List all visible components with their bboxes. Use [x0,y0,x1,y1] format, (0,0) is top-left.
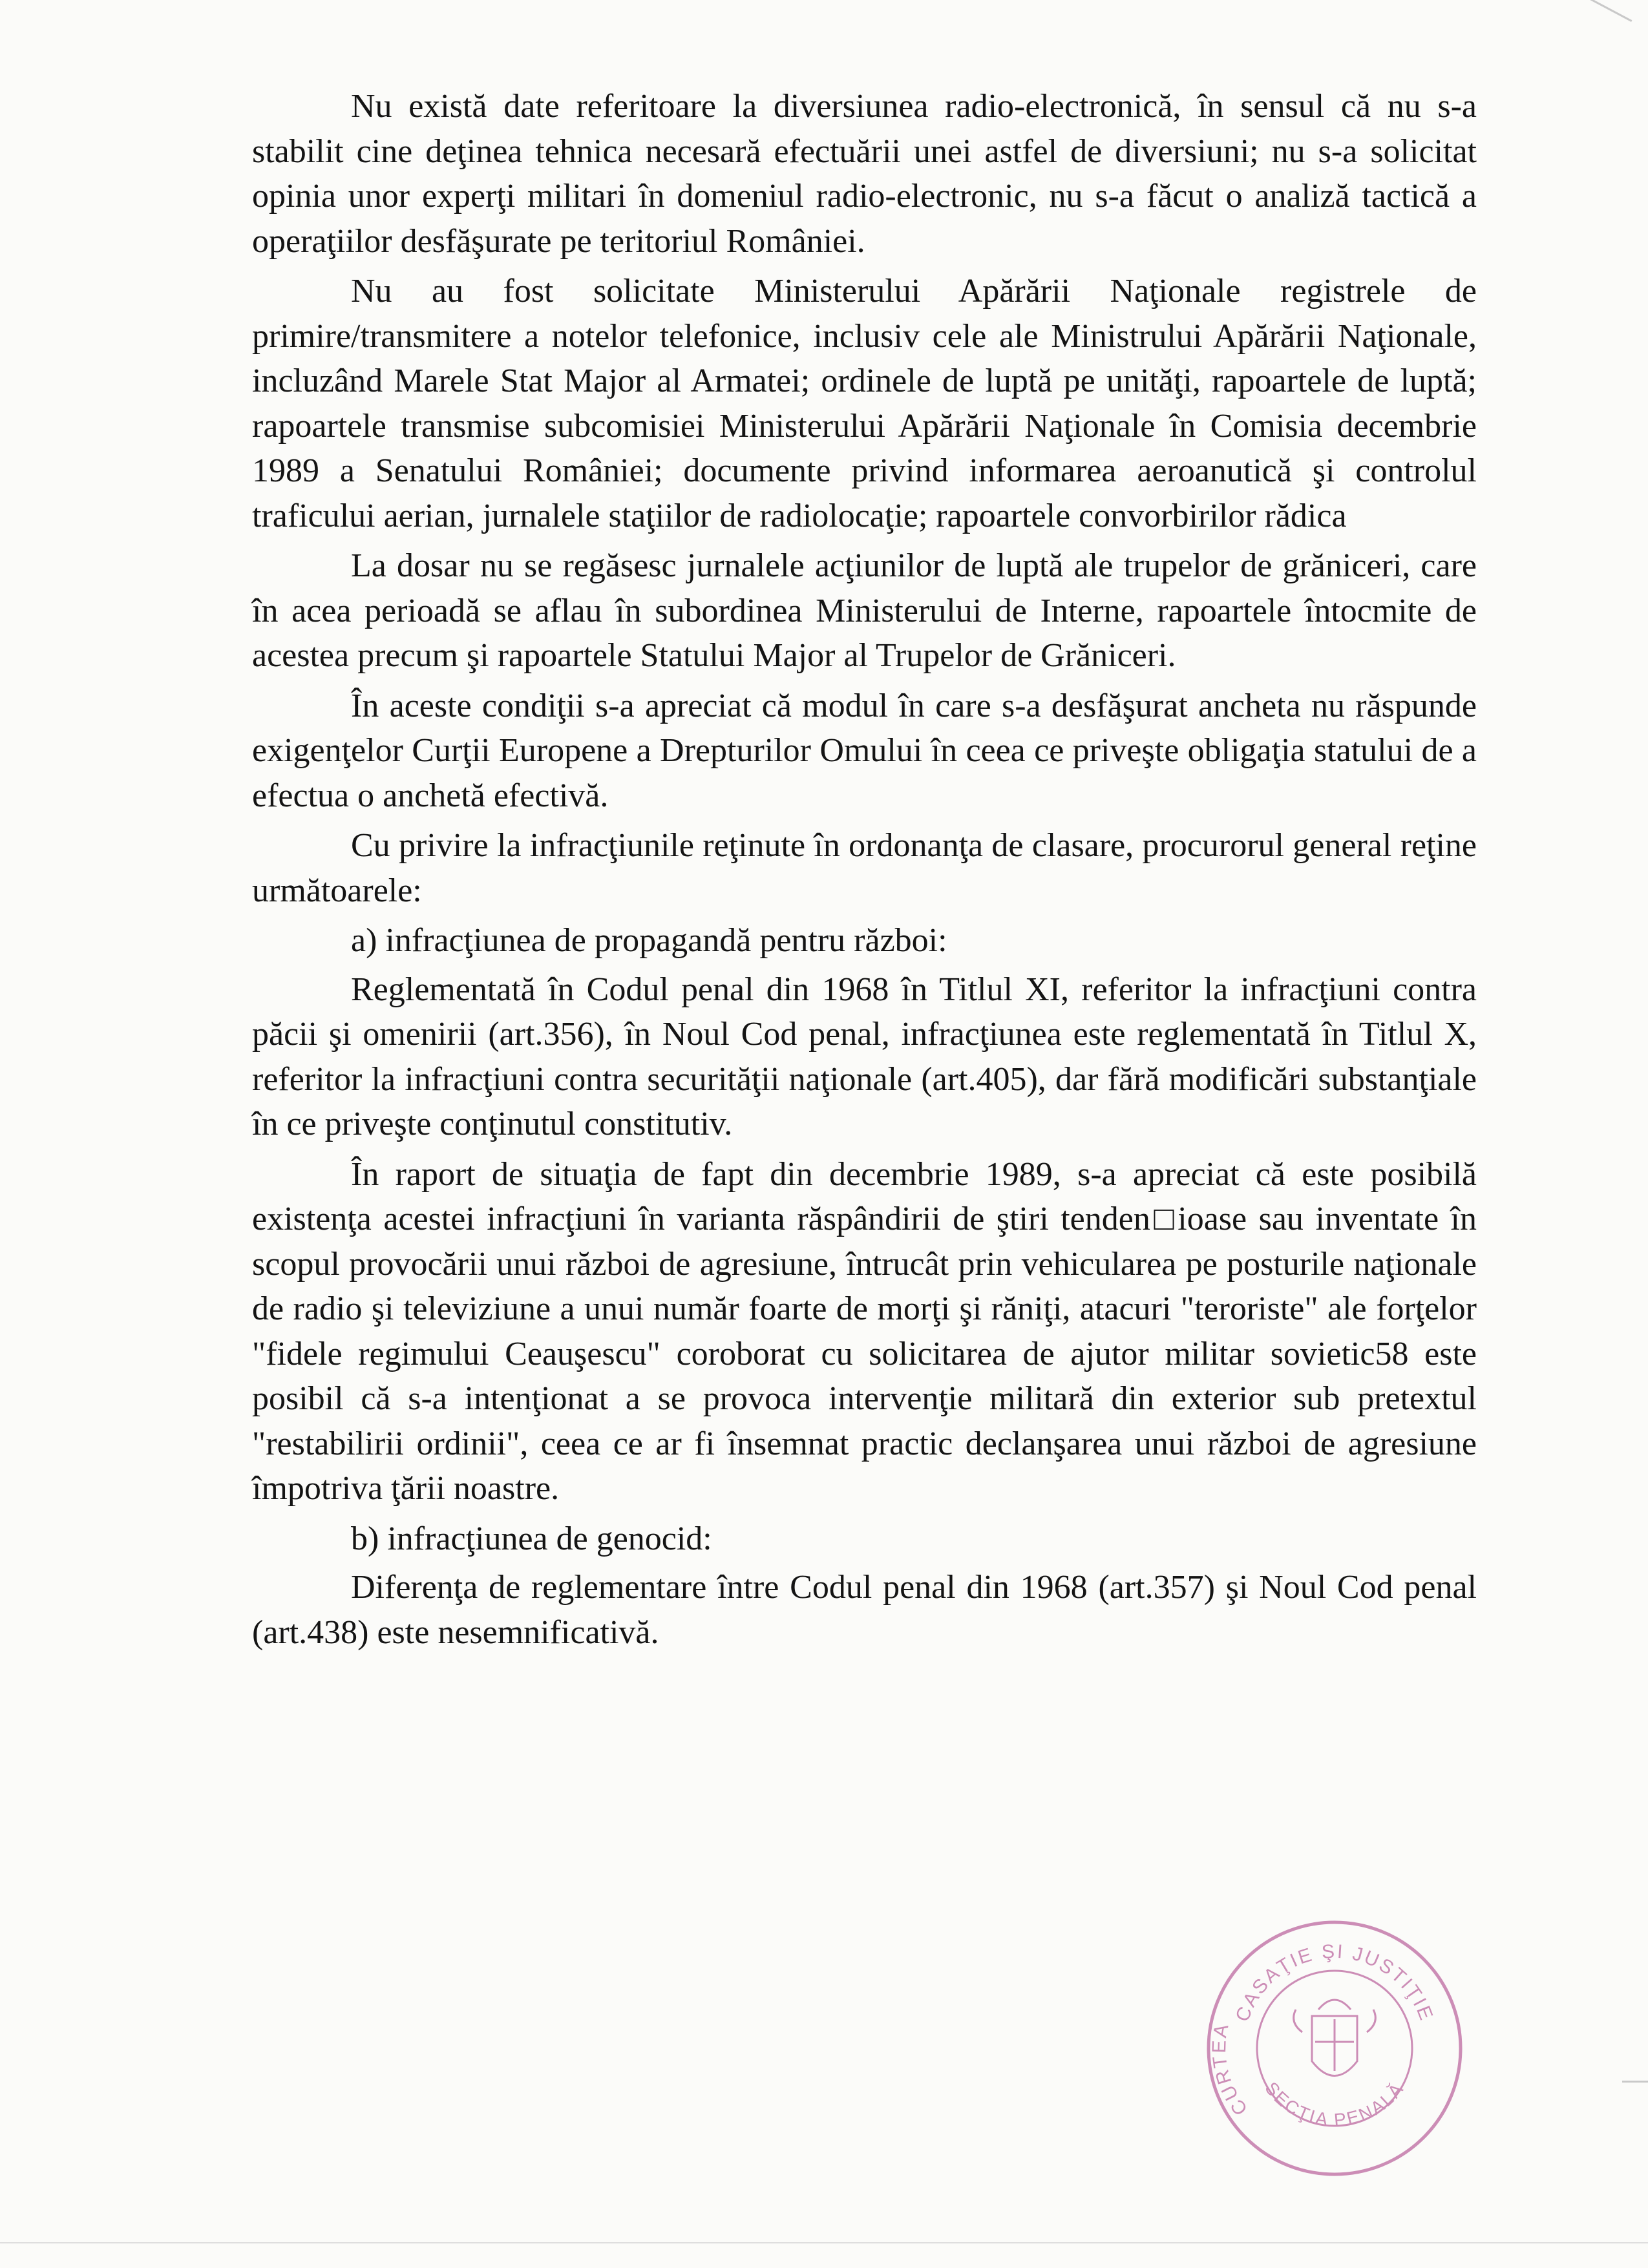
coat-of-arms-icon [1294,2000,1376,2076]
stamp-text-top: CASAŢIE ŞI JUSTIŢIE [1231,1940,1438,2025]
paragraph-7: Reglementată în Codul penal din 1968 în Titlul XI, referitor la infracţiuni contra păcii şi omenirii (art.356), în Noul Cod penal, infracţiunea este reglementată în Titlul X, referitor la infracţiuni contra securităţii naţionale (art.405), dar fără modificări substanţiale în ce priveşte conţinutul constitutiv. [252,971,1477,1142]
stamp-text-bottom: SECŢIA PENALĂ [1261,2078,1408,2130]
scan-edge-mark-bottom [0,2242,1648,2243]
court-seal-stamp [1199,1913,1470,2184]
paragraph-4: În aceste condiţii s-a apreciat că modul în care s-a desfăşurat ancheta nu răspunde exigenţelor Curţii Europene a Drepturilor Omului în ceea ce priveşte obligaţia statului de a efectua o anchetă efectivă. [252,687,1477,814]
scan-edge-mark-top [1580,0,1632,22]
paragraph-2: Nu au fost solicitate Ministerului Apărării Naţionale registrele de primire/transmitere a notelor telefonice, inclusiv cele ale Ministrului Apărării Naţionale, incluzând Marele Stat Major al Armatei; ordinele de luptă pe unităţi, rapoartele de luptă; rapoartele transmise subcomisiei Ministerului Apărării Naţionale în Comisia decembrie 1989 a Senatului României; documente privind informarea aeroanutică şi controlul traficului aerian, jurnalele staţiilor de radiolocaţie; rapoartele convorbirilor rădica [252,273,1477,534]
scan-edge-mark-right [1622,2081,1648,2083]
document-body [252,84,1477,1660]
paragraph-6: a) infracţiunea de propagandă pentru război: [351,922,947,959]
stamp-text-left: CURTEA [1209,2021,1252,2119]
paragraph-9: b) infracţiunea de genocid: [351,1520,712,1557]
paragraph-5: Cu privire la infracţiunile reţinute în ordonanţa de clasare, procurorul general reţine următoarele: [252,827,1477,909]
svg-text:CURTEA [1209,2021,1252,2119]
paragraph-10: Diferenţa de reglementare între Codul penal din 1968 (art.357) şi Noul Cod penal (art.438) este nesemnificativă. [252,1569,1477,1651]
paragraph-1: Nu există date referitoare la diversiunea radio-electronică, în sensul că nu s-a stabilit cine deţinea tehnica necesară efectuării unei astfel de diversiuni; nu s-a solicitat opinia unor experţi militari în domeniul radio-electronic, nu s-a făcut o analiză tactică a operaţiilor desfăşurate pe teritoriul României. [252,88,1477,260]
paragraph-3: La dosar nu se regăsesc jurnalele acţiunilor de luptă ale trupelor de grăniceri, care în acea perioadă se aflau în subordinea Ministerului de Interne, rapoartele întocmite de acestea precum şi rapoartele Statului Major al Trupelor de Grăniceri. [252,547,1477,674]
svg-text:CASAŢIE ŞI JUSTIŢIE [1232,1941,1437,2025]
paragraph-8: În raport de situaţia de fapt din decembrie 1989, s-a apreciat că este posibilă existenţa acestei infracţiuni în varianta răspândirii de ştiri tenden□ioase sau inventate în scopul provocării unui război de agresiune, întrucât prin vehicularea pe posturile naţionale de radio şi televiziune a unui număr foarte de morţi şi răniţi, atacuri "teroriste" ale forţelor "fidele regimului Ceauşescu" coroborat cu solicitarea de ajutor militar sovietic58 este posibil că s-a intenţionat a se provoca intervenţie militară din exterior sub pretextul "restabilirii ordinii", ceea ce ar fi însemnat practic declanşarea unui război de agresiune împotriva ţării noastre. [252,1155,1477,1507]
svg-text:SECŢIA PENALĂ [1261,2078,1408,2130]
